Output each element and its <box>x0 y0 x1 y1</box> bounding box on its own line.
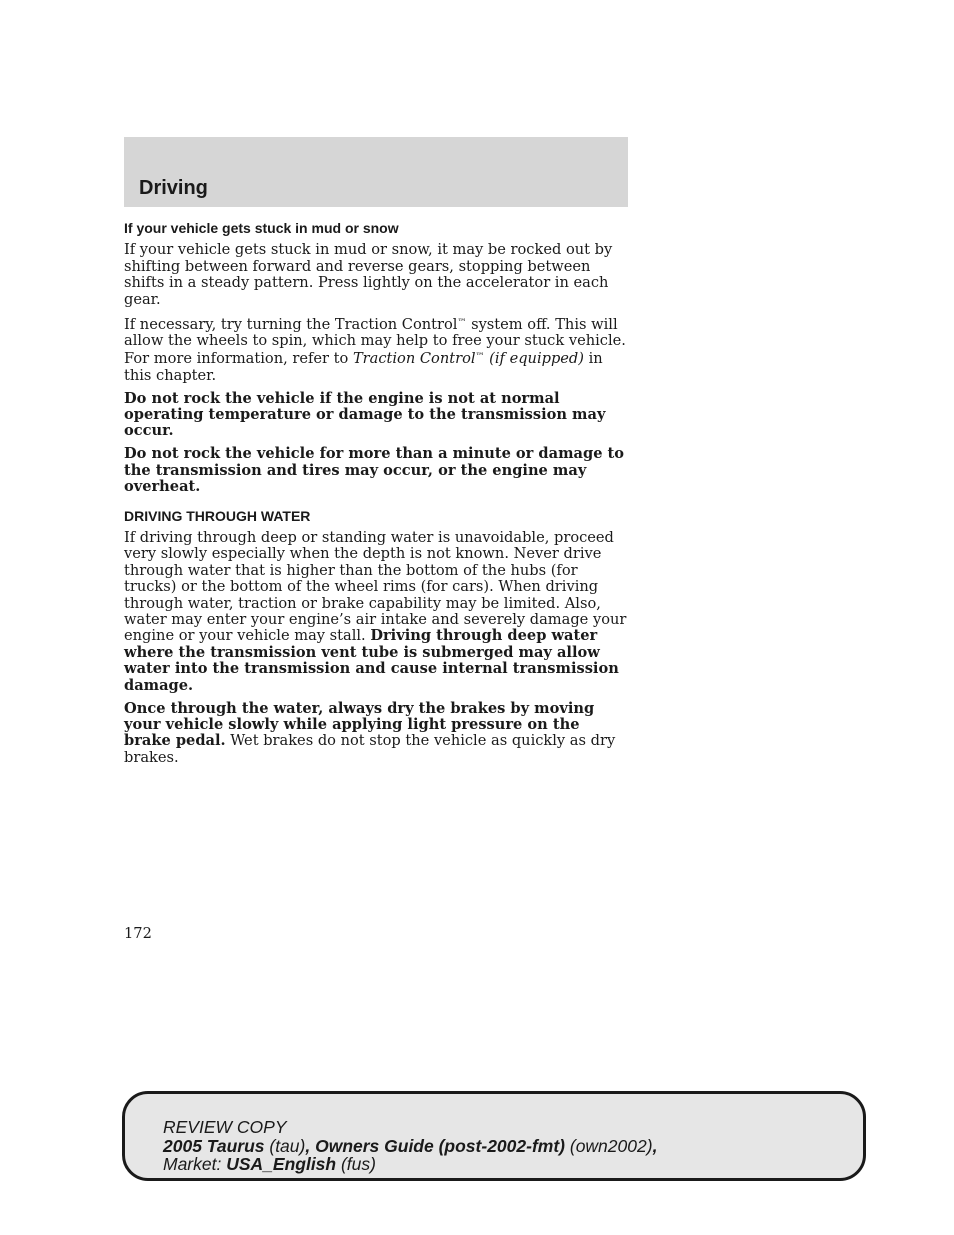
footer-review-label: REVIEW COPY <box>163 1117 287 1137</box>
paragraph-dry-brakes: Once through the water, always dry the brakes by moving your vehicle slowly while applying light pressure on the brake pedal. Wet brakes do not stop the vehicle as quickly as dry brakes. <box>124 699 616 766</box>
page-content <box>124 220 628 773</box>
cross-reference: Traction Control™ (if equipped) <box>352 350 584 368</box>
paragraph-water: If driving through deep or standing water is unavoidable, proceed very slowly especially when the depth is not known. Never drive through water that is higher than the bottom of the hubs (for trucks) or the bottom of the wheel rims (for cars). When driving through water, traction or brake capability may be limited. Also, water may enter your engine’s air intake and severely damage your engine or your vehicle may stall. Driving through deep water where the transmission vent tube is submerged may allow water into the transmission and cause internal transmission damage. <box>124 529 627 694</box>
page-number: 172 <box>124 925 152 942</box>
warning-vent-tube: Driving through deep water where the transmission vent tube is submerged may allow water into the transmission and cause internal transmission damage. <box>124 627 619 694</box>
paragraph-rocking: If your vehicle gets stuck in mud or snow, it may be rocked out by shifting between forward and reverse gears, stopping between shifts in a steady pattern. Press lightly on the accelerator in each gear. <box>124 241 613 308</box>
review-copy-footer <box>122 1091 866 1181</box>
warning-rock-duration: Do not rock the vehicle for more than a minute or damage to the transmission and tires may occur, or the engine may overheat. <box>124 445 625 496</box>
footer-model-line: 2005 Taurus (tau), Owners Guide (post-2002-fmt) (own2002), <box>163 1135 658 1156</box>
warning-engine-temperature: Do not rock the vehicle if the engine is not at normal operating temperature or damage to the transmission may occur. <box>124 389 606 440</box>
footer-text <box>163 1118 657 1174</box>
subheading-stuck: If your vehicle gets stuck in mud or snow <box>124 220 399 236</box>
section-header-band <box>124 137 628 207</box>
trademark-symbol: ™ <box>457 317 467 328</box>
section-title: Driving <box>139 177 208 199</box>
subheading-water: DRIVING THROUGH WATER <box>124 507 311 524</box>
paragraph-traction-control: If necessary, try turning the Traction Control™ system off. This will allow the wheels to spin, which may help to free your stuck vehicle. For more information, refer to Traction Control™ (if equipped) in this chapter. <box>124 315 626 384</box>
warning-dry-brakes: Once through the water, always dry the brakes by moving your vehicle slowly while applying light pressure on the brake pedal. <box>124 699 595 750</box>
footer-market-line: Market: USA_English (fus) <box>163 1154 376 1175</box>
